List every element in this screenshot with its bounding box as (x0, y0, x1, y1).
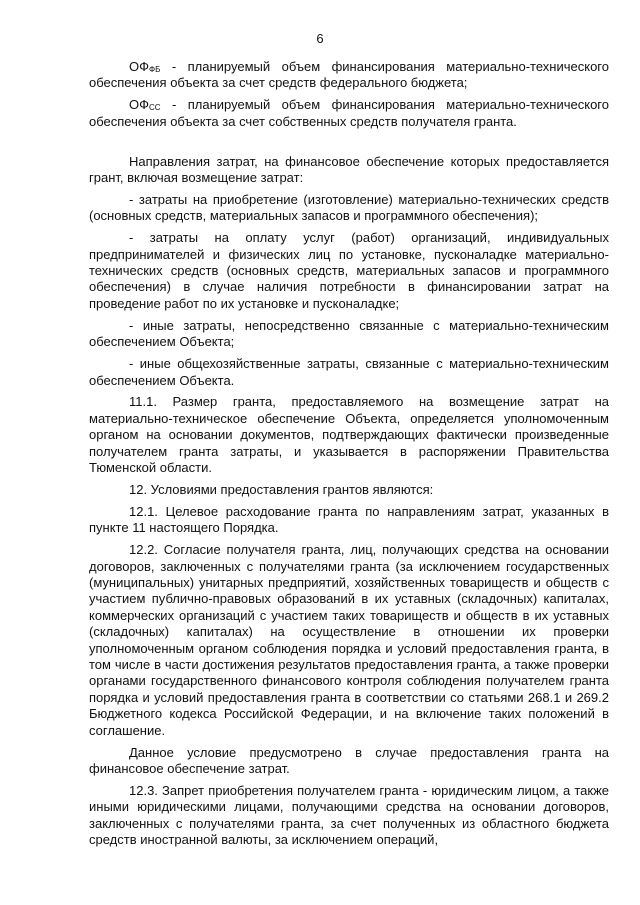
paragraph: - иные затраты, непосредственно связанные с материально-техническим обеспечением Объекта; (89, 317, 609, 350)
definition-of-federal (89, 59, 609, 92)
paragraph: 12.3. Запрет приобретения получателем гранта - юридическим лицом, а также иными юридическими лицами, получающими средства на основании договоров, заключенных с получателями гранта, за счет полученных из областного бюджета средств иностранной валюты, за исключением операций, (89, 782, 609, 848)
section-gap (89, 136, 609, 154)
paragraph: 12.1. Целевое расходование гранта по направлениям затрат, указанных в пункте 11 настоящего Порядка. (89, 503, 609, 536)
def-subscript: СС (149, 103, 161, 113)
definition-of-own-funds (89, 97, 609, 130)
paragraph: Направления затрат, на финансовое обеспечение которых предоставляется грант, включая возмещение затрат: (89, 153, 609, 186)
def-text: - планируемый объем финансирования материально-технического обеспечения объекта за счет средств федерального бюджета; (89, 59, 609, 91)
def-symbol: ОФ (129, 97, 149, 113)
paragraph: 12. Условиями предоставления грантов являются: (129, 481, 434, 497)
paragraph: 11.1. Размер гранта, предоставляемого на возмещение затрат на материально-техническое обеспечение Объекта, определяется уполномоченным органом на основании документов, подтверждающих фактически произведенные получателем гранта затраты, и указывается в распоряжении Правительства Тюменской области. (89, 394, 609, 476)
def-text: - планируемый объем финансирования материально-технического обеспечения объекта за счет собственных средств получателя гранта. (89, 97, 609, 129)
paragraph: Данное условие предусмотрено в случае предоставления гранта на финансовое обеспечение затрат. (89, 744, 609, 776)
paragraph: - затраты на оплату услуг (работ) организаций, индивидуальных предпринимателей и физических лиц по установке, пусконаладке материально-технических средств (основных средств, материальных запасов и программного обеспечения) в случае наличия потребности в финансировании затрат на проведение работ по их установке и пусконаладке; (89, 230, 609, 311)
page-number: 6 (316, 31, 324, 46)
paragraph: 12.2. Согласие получателя гранта, лиц, получающих средства на основании договоров, заключенных с получателями гранта (за исключением государственных (муниципальных) унитарных предприятий, хозяйственных товариществ и обществ с участием публично-правовых образований в их уставных (складочных) капиталах, коммерческих организаций с участием таких товариществ и обществ в их уставных (складочных) капиталах) на осуществление в отношении их проверки уполномоченным органом соблюдения порядка и условий предоставления гранта, в том числе в части достижения результатов предоставления гранта, а также проверки органами государственного финансового контроля соблюдения получателем гранта порядка и условий предоставления гранта в соответствии со статьями 268.1 и 269.2 Бюджетного кодекса Российской Федерации, и на включение таких положений в соглашение. (89, 542, 609, 738)
document-body (89, 59, 609, 854)
paragraph: - затраты на приобретение (изготовление) материально-технических средств (основных средств, материальных запасов и программного обеспечения); (89, 191, 609, 224)
paragraph: - иные общехозяйственные затраты, связанные с материально-техническим обеспечением Объекта. (89, 356, 609, 388)
def-symbol: ОФ (129, 59, 149, 74)
def-subscript: ФБ (149, 65, 161, 74)
